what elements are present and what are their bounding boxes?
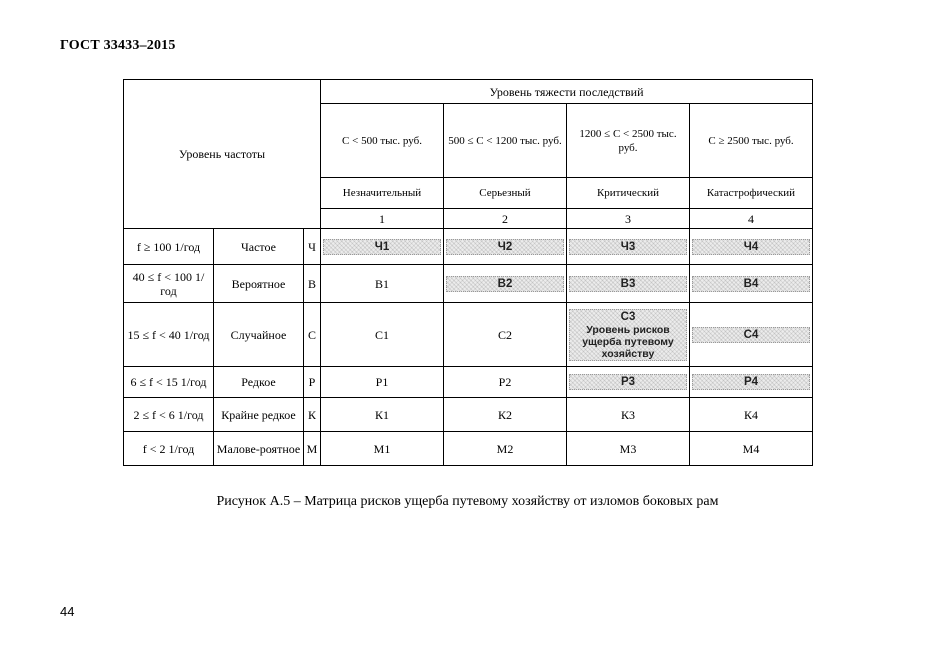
risk-cell — [690, 432, 813, 466]
risk-cell — [690, 229, 813, 265]
risk-level-label: М2 — [496, 441, 514, 456]
column-number-2: 2 — [444, 209, 567, 229]
risk-level-label: Ч3 — [620, 240, 636, 253]
risk-level-label: М4 — [742, 441, 760, 456]
risk-level-label: К1 — [374, 407, 389, 422]
matrix-row — [124, 229, 813, 265]
risk-cell-fill — [692, 276, 810, 292]
frequency-name: Редкое — [214, 367, 304, 398]
frequency-code: М — [304, 432, 321, 466]
risk-level-label: В4 — [743, 277, 759, 290]
risk-cell — [321, 229, 444, 265]
risk-cell — [321, 398, 444, 432]
risk-cell — [444, 303, 567, 367]
risk-cell — [567, 367, 690, 398]
column-name-2: Серьезный — [444, 178, 567, 209]
frequency-name: Частое — [214, 229, 304, 265]
risk-cell-fill — [692, 408, 810, 422]
column-range-3: 1200 ≤ C < 2500 тыс. руб. — [567, 104, 690, 178]
risk-cell-fill — [569, 276, 687, 292]
risk-cell — [567, 229, 690, 265]
risk-level-label: Р2 — [498, 375, 512, 389]
risk-cell — [444, 265, 567, 303]
risk-cell-fill — [569, 374, 687, 390]
risk-cell — [567, 398, 690, 432]
frequency-name: Случайное — [214, 303, 304, 367]
risk-cell — [690, 265, 813, 303]
risk-cell-fill — [323, 277, 441, 291]
risk-cell — [444, 229, 567, 265]
frequency-name: Крайне редкое — [214, 398, 304, 432]
risk-cell-fill — [323, 408, 441, 422]
risk-level-label: К4 — [743, 407, 758, 422]
risk-level-label: Р3 — [620, 376, 636, 388]
frequency-name: Малове-роятное — [214, 432, 304, 466]
risk-matrix-body — [124, 229, 813, 466]
risk-level-label: Ч2 — [497, 240, 513, 253]
risk-cell-fill — [323, 328, 441, 342]
matrix-row — [124, 432, 813, 466]
matrix-row — [124, 398, 813, 432]
risk-cell-fill — [569, 442, 687, 456]
page-number: 44 — [60, 604, 75, 619]
risk-cell — [567, 265, 690, 303]
risk-level-label: К2 — [497, 407, 512, 422]
frequency-code: К — [304, 398, 321, 432]
column-name-1: Незначительный — [321, 178, 444, 209]
risk-level-label: С1 — [374, 327, 389, 342]
column-number-3: 3 — [567, 209, 690, 229]
frequency-range: 2 ≤ f < 6 1/год — [124, 398, 214, 432]
frequency-code: Р — [304, 367, 321, 398]
risk-level-label: М3 — [619, 441, 637, 456]
risk-cell-fill — [323, 239, 441, 255]
risk-level-label: М1 — [373, 441, 391, 456]
risk-cell-fill — [446, 375, 564, 389]
document-code-header: ГОСТ 33433–2015 — [60, 38, 176, 53]
risk-level-label: В1 — [374, 276, 389, 291]
risk-cell — [690, 398, 813, 432]
risk-cell-fill — [692, 327, 810, 343]
column-number-1: 1 — [321, 209, 444, 229]
risk-level-label: С4 — [743, 328, 759, 341]
risk-cell-fill — [446, 328, 564, 342]
risk-cell — [321, 265, 444, 303]
risk-cell-fill — [446, 408, 564, 422]
matrix-row — [124, 303, 813, 367]
consequence-severity-header: Уровень тяжести последствий — [321, 80, 813, 104]
risk-cell — [444, 398, 567, 432]
matrix-row — [124, 367, 813, 398]
risk-cell-fill — [692, 239, 810, 255]
risk-cell-fill — [446, 442, 564, 456]
risk-cell — [321, 367, 444, 398]
frequency-range: f ≥ 100 1/год — [124, 229, 214, 265]
risk-cell-fill — [569, 408, 687, 422]
risk-level-label: Ч1 — [374, 240, 390, 253]
risk-cell-fill — [323, 442, 441, 456]
risk-cell-fill — [446, 276, 564, 292]
risk-level-label: С2 — [497, 327, 512, 342]
column-name-4: Катастрофический — [690, 178, 813, 209]
risk-level-label: В3 — [620, 277, 636, 290]
risk-level-label: Р4 — [743, 376, 759, 388]
risk-level-label: Р1 — [375, 375, 389, 389]
risk-cell-fill — [569, 309, 687, 361]
risk-level-label: К3 — [620, 407, 635, 422]
risk-cell-fill — [446, 239, 564, 255]
matrix-row — [124, 265, 813, 303]
frequency-code: В — [304, 265, 321, 303]
frequency-code: Ч — [304, 229, 321, 265]
column-range-4: C ≥ 2500 тыс. руб. — [690, 104, 813, 178]
risk-level-label: Ч4 — [743, 240, 759, 253]
risk-cell — [444, 367, 567, 398]
risk-cell-fill — [692, 374, 810, 390]
risk-cell — [321, 303, 444, 367]
column-number-4: 4 — [690, 209, 813, 229]
risk-cell-fill — [692, 442, 810, 456]
risk-cell — [690, 303, 813, 367]
frequency-name: Вероятное — [214, 265, 304, 303]
frequency-level-header: Уровень частоты — [124, 80, 321, 229]
figure-caption: Рисунок А.5 – Матрица рисков ущерба путевому хозяйству от изломов боковых рам — [216, 494, 719, 509]
risk-cell — [690, 367, 813, 398]
frequency-range: 40 ≤ f < 100 1/год — [124, 265, 214, 303]
risk-level-label: В2 — [497, 277, 513, 290]
risk-cell — [444, 432, 567, 466]
column-name-3: Критический — [567, 178, 690, 209]
frequency-range: 6 ≤ f < 15 1/год — [124, 367, 214, 398]
frequency-range: 15 ≤ f < 40 1/год — [124, 303, 214, 367]
column-range-2: 500 ≤ C < 1200 тыс. руб. — [444, 104, 567, 178]
risk-cell-note: Уровень рисков ущерба путевому хозяйству — [582, 323, 674, 360]
risk-cell — [567, 432, 690, 466]
frequency-range: f < 2 1/год — [124, 432, 214, 466]
risk-cell-fill — [569, 239, 687, 255]
risk-cell — [567, 303, 690, 367]
column-range-1: C < 500 тыс. руб. — [321, 104, 444, 178]
risk-cell — [321, 432, 444, 466]
risk-matrix-table — [123, 79, 813, 466]
risk-cell-fill — [323, 375, 441, 389]
risk-level-label: С3 — [620, 310, 636, 323]
frequency-code: С — [304, 303, 321, 367]
